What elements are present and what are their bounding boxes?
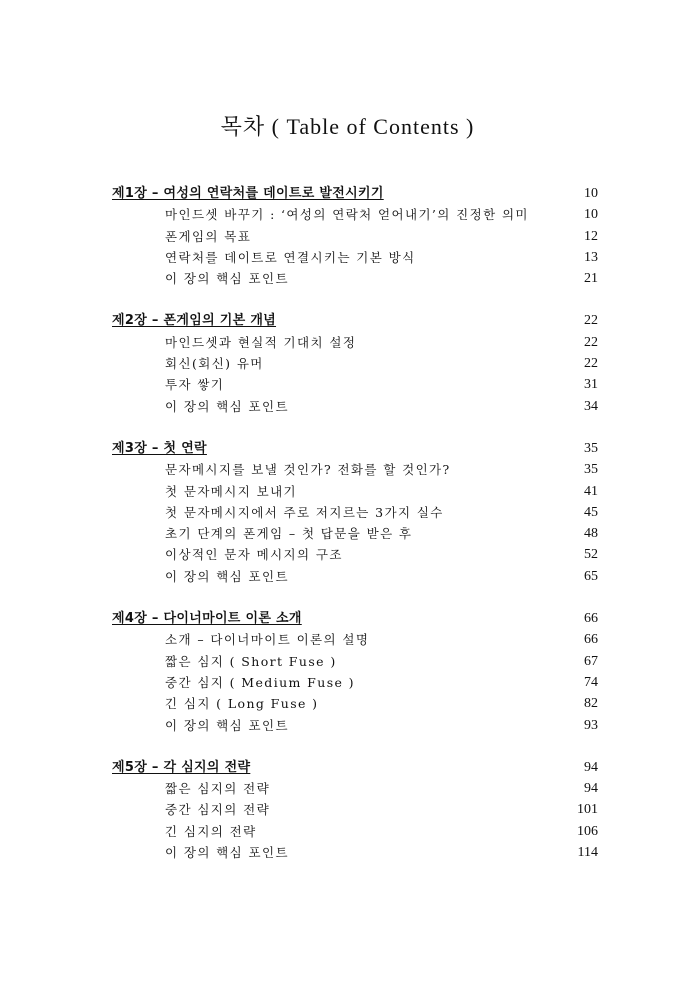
toc-entry[interactable] bbox=[112, 459, 598, 480]
chapter-page-number: 22 bbox=[584, 313, 598, 329]
chapter-heading: 제4장 – 다이너마이트 이론 소개 bbox=[112, 611, 302, 627]
toc-entry[interactable] bbox=[112, 672, 598, 693]
toc-entry-page: 31 bbox=[584, 377, 598, 393]
chapter-3 bbox=[112, 438, 598, 587]
toc-entry[interactable] bbox=[112, 799, 598, 820]
chapter-heading-row[interactable] bbox=[112, 438, 598, 459]
toc-entry-page: 13 bbox=[584, 249, 598, 265]
toc-entry-label: 이상적인 문자 메시지의 구조 bbox=[165, 547, 343, 563]
toc-entry-page: 34 bbox=[584, 398, 598, 414]
toc-entry[interactable] bbox=[112, 651, 598, 672]
toc-entry-label: 이 장의 핵심 포인트 bbox=[165, 845, 289, 861]
toc-entry-page: 10 bbox=[584, 207, 598, 223]
toc-entry-label: 긴 심지 ( Long Fuse ) bbox=[165, 696, 319, 712]
table-of-contents bbox=[112, 183, 598, 884]
toc-entry-label: 첫 문자메시지에서 주로 저지르는 3가지 실수 bbox=[165, 504, 444, 520]
toc-entry-label: 투자 쌓기 bbox=[165, 377, 225, 393]
chapter-heading: 제1장 – 여성의 연락처를 데이트로 발전시키기 bbox=[112, 186, 384, 201]
toc-entry-page: 114 bbox=[577, 845, 598, 861]
toc-entry[interactable] bbox=[112, 842, 598, 863]
toc-entry[interactable] bbox=[112, 715, 598, 736]
toc-entry-page: 66 bbox=[584, 632, 598, 648]
chapter-heading: 제3장 – 첫 연락 bbox=[112, 440, 207, 456]
toc-entry-page: 93 bbox=[584, 717, 598, 733]
chapter-page-number: 94 bbox=[584, 759, 598, 775]
chapter-2 bbox=[112, 310, 598, 416]
toc-entry-label: 짧은 심지 ( Short Fuse ) bbox=[165, 653, 337, 669]
toc-entry-label: 짧은 심지의 전략 bbox=[165, 781, 271, 797]
toc-entry-label: 긴 심지의 전략 bbox=[165, 823, 257, 839]
chapter-heading-row[interactable] bbox=[112, 183, 598, 204]
chapter-5 bbox=[112, 757, 598, 863]
toc-entry-label: 소개 – 다이너마이트 이론의 설명 bbox=[165, 632, 370, 648]
toc-entry-page: 12 bbox=[584, 228, 598, 244]
toc-entry-label: 폰게임의 목표 bbox=[165, 228, 252, 244]
toc-entry-label: 첫 문자메시지 보내기 bbox=[165, 483, 298, 499]
chapter-page-number: 66 bbox=[584, 611, 598, 627]
toc-entry[interactable] bbox=[112, 353, 598, 374]
toc-entry-page: 82 bbox=[584, 696, 598, 712]
toc-entry-label: 마인드셋과 현실적 기대치 설정 bbox=[165, 334, 357, 350]
toc-entry-page: 22 bbox=[584, 334, 598, 350]
toc-entry-page: 41 bbox=[584, 483, 598, 499]
chapter-page-number: 35 bbox=[584, 440, 598, 456]
toc-entry-label: 이 장의 핵심 포인트 bbox=[165, 271, 289, 287]
toc-entry-page: 52 bbox=[584, 547, 598, 563]
toc-entry[interactable] bbox=[112, 374, 598, 395]
toc-entry[interactable] bbox=[112, 396, 598, 417]
chapter-heading: 제5장 – 각 심지의 전략 bbox=[112, 759, 251, 775]
toc-entry-page: 48 bbox=[584, 526, 598, 542]
toc-entry-page: 45 bbox=[584, 504, 598, 520]
toc-entry-label: 이 장의 핵심 포인트 bbox=[165, 568, 289, 584]
toc-entry-page: 22 bbox=[584, 356, 598, 372]
toc-entry-page: 21 bbox=[584, 271, 598, 287]
chapter-heading: 제2장 – 폰게임의 기본 개념 bbox=[112, 313, 277, 329]
toc-entry[interactable] bbox=[112, 226, 598, 247]
toc-entry[interactable] bbox=[112, 481, 598, 502]
toc-entry-page: 106 bbox=[577, 823, 598, 839]
toc-entry-label: 회신(회신) 유머 bbox=[165, 356, 264, 372]
chapter-4 bbox=[112, 608, 598, 736]
toc-entry[interactable] bbox=[112, 778, 598, 799]
toc-entry[interactable] bbox=[112, 566, 598, 587]
toc-entry-label: 중간 심지 ( Medium Fuse ) bbox=[165, 674, 355, 690]
toc-entry[interactable] bbox=[112, 544, 598, 565]
page-title: 목차 ( Table of Contents ) bbox=[220, 114, 475, 139]
toc-entry-label: 중간 심지의 전략 bbox=[165, 802, 271, 818]
toc-entry[interactable] bbox=[112, 332, 598, 353]
chapter-heading-row[interactable] bbox=[112, 757, 598, 778]
toc-entry[interactable] bbox=[112, 821, 598, 842]
toc-entry-page: 65 bbox=[584, 568, 598, 584]
toc-entry-page: 74 bbox=[584, 674, 598, 690]
toc-entry-label: 연락처를 데이트로 연결시키는 기본 방식 bbox=[165, 249, 416, 265]
toc-entry-label: 초기 단계의 폰게임 – 첫 답문을 받은 후 bbox=[165, 526, 413, 542]
chapter-heading-row[interactable] bbox=[112, 310, 598, 331]
toc-entry[interactable] bbox=[112, 247, 598, 268]
chapter-heading-row[interactable] bbox=[112, 608, 598, 629]
toc-entry[interactable] bbox=[112, 629, 598, 650]
chapter-1 bbox=[112, 183, 598, 289]
toc-entry-label: 이 장의 핵심 포인트 bbox=[165, 717, 289, 733]
chapter-page-number: 10 bbox=[584, 186, 598, 201]
toc-entry-label: 이 장의 핵심 포인트 bbox=[165, 398, 289, 414]
toc-entry-page: 94 bbox=[584, 781, 598, 797]
toc-entry-page: 35 bbox=[584, 462, 598, 478]
toc-entry[interactable] bbox=[112, 523, 598, 544]
toc-entry-page: 101 bbox=[577, 802, 598, 818]
toc-entry[interactable] bbox=[112, 502, 598, 523]
toc-entry-label: 문자메시지를 보낼 것인가? 전화를 할 것인가? bbox=[165, 462, 451, 478]
toc-entry-page: 67 bbox=[584, 653, 598, 669]
toc-entry-label: 마인드셋 바꾸기 : ‘여성의 연락처 얻어내기’의 진정한 의미 bbox=[165, 207, 529, 223]
toc-entry[interactable] bbox=[112, 693, 598, 714]
toc-entry[interactable] bbox=[112, 268, 598, 289]
toc-entry[interactable] bbox=[112, 204, 598, 225]
